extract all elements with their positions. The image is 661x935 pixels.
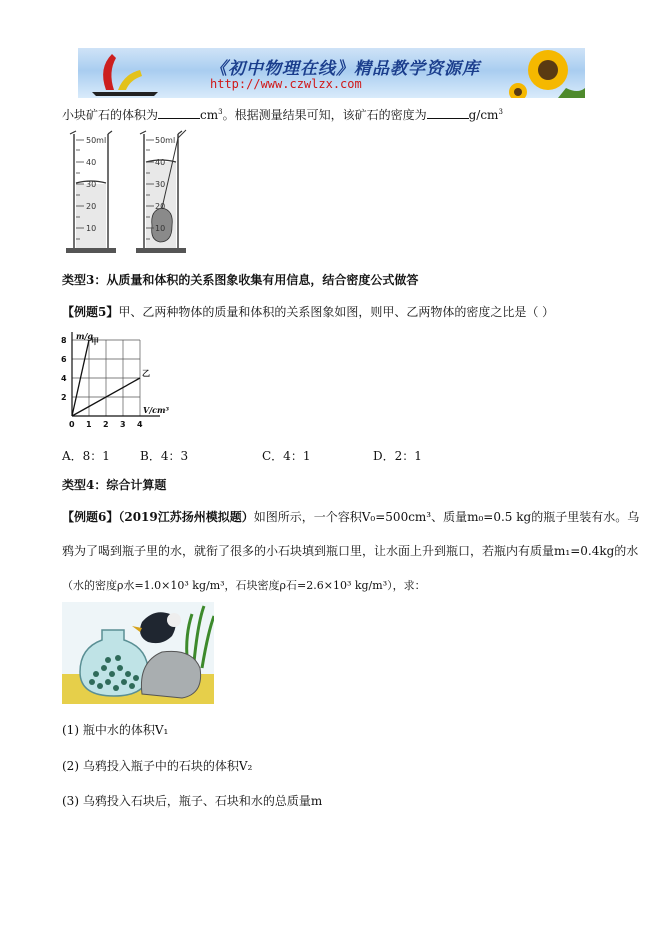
x-tick-label: 1 xyxy=(86,420,92,429)
left-tick-10: 10 xyxy=(86,224,97,233)
right-tick-10: 10 xyxy=(155,224,166,233)
graduated-cylinders-figure xyxy=(62,126,202,258)
x-tick-label: 2 xyxy=(103,420,109,429)
x-axis-label: V/cm³ xyxy=(143,405,169,415)
example6-text1: 如图所示，一个容积V₀=500cm³、质量m₀=0.5 kg的瓶子里装有水。乌 xyxy=(253,510,640,524)
left-tick-30: 30 xyxy=(86,180,97,189)
option-d[interactable]: D．2：1 xyxy=(373,449,422,463)
mass-volume-chart xyxy=(56,330,176,434)
y-tick-label: 4 xyxy=(61,374,67,383)
prev-text-1: 小块矿石的体积为 xyxy=(62,108,159,122)
question-3: (3) 乌鸦投入石块后，瓶子、石块和水的总质量m xyxy=(62,794,323,808)
prev-unit-1: cm xyxy=(200,108,219,122)
example5-label: 【例题5】 xyxy=(62,305,119,319)
option-a[interactable]: A．8：1 xyxy=(62,449,110,463)
left-tick-50: 50ml xyxy=(86,136,107,145)
series-label-0: 甲 xyxy=(91,337,99,346)
y-axis-label: m/g xyxy=(76,331,93,341)
sunflower-icon xyxy=(509,50,585,98)
question-2: (2) 乌鸦投入瓶子中的石块的体积V₂ xyxy=(62,759,253,773)
x-tick-label: 0 xyxy=(69,420,75,429)
type4-heading: 类型4：综合计算题 xyxy=(62,478,167,492)
question-1: (1) 瓶中水的体积V₁ xyxy=(62,723,169,737)
example6-line1 xyxy=(62,509,639,525)
y-tick-label: 2 xyxy=(61,393,67,402)
prev-unit-2: g/cm xyxy=(468,108,499,122)
example5-question xyxy=(62,304,554,320)
left-cylinder xyxy=(66,131,116,253)
right-cylinder xyxy=(136,130,186,253)
site-logo-icon xyxy=(92,54,158,96)
series-label-1: 乙 xyxy=(142,369,150,378)
option-c[interactable]: C．4：1 xyxy=(262,449,311,463)
y-tick-label: 8 xyxy=(61,336,67,345)
right-tick-20: 20 xyxy=(155,202,166,211)
banner-url[interactable]: http://www.czwlzx.com xyxy=(210,77,362,91)
left-tick-20: 20 xyxy=(86,202,97,211)
example6-line2: 鸦为了喝到瓶子里的水，就衔了很多的小石块填到瓶口里，让水面上升到瓶口，若瓶内有质量m₁=0.4kg的水 xyxy=(62,544,639,558)
example6-line3: （水的密度ρ水=1.0×10³ kg/m³，石块密度ρ石=2.6×10³ kg/m³），求： xyxy=(62,579,426,592)
answer-blank-density xyxy=(427,107,469,119)
x-tick-label: 4 xyxy=(137,420,143,429)
x-tick-label: 3 xyxy=(120,420,126,429)
option-b[interactable]: B．4：3 xyxy=(140,449,189,463)
chart-grid xyxy=(72,340,140,416)
answer-blank-volume xyxy=(158,107,200,119)
example6-label: 【例题6】 xyxy=(62,510,119,524)
previous-question-line: 小块矿石的体积为 $cm^3$。根据测量结果可知，该矿石的密度为 $g/cm^3$ xyxy=(62,108,503,122)
crow-bottle-picture xyxy=(62,602,214,704)
right-tick-40: 40 xyxy=(155,158,166,167)
header-banner xyxy=(78,48,585,98)
y-tick-label: 6 xyxy=(61,355,67,364)
chart-labels xyxy=(61,331,169,429)
right-tick-30: 30 xyxy=(155,180,166,189)
right-tick-50: 50ml xyxy=(155,136,176,145)
banner-title: 《初中物理在线》精品教学资源库 xyxy=(210,59,480,79)
example5-text: 甲、乙两种物体的质量和体积的关系图象如图，则甲、乙两物体的密度之比是（ ） xyxy=(118,305,555,319)
left-tick-40: 40 xyxy=(86,158,97,167)
example6-source: （2019江苏扬州模拟题） xyxy=(118,510,254,524)
prev-text-2: 。根据测量结果可知，该矿石的密度为 xyxy=(222,108,427,122)
type3-heading: 类型3：从质量和体积的关系图象收集有用信息，结合密度公式做答 xyxy=(62,273,419,287)
